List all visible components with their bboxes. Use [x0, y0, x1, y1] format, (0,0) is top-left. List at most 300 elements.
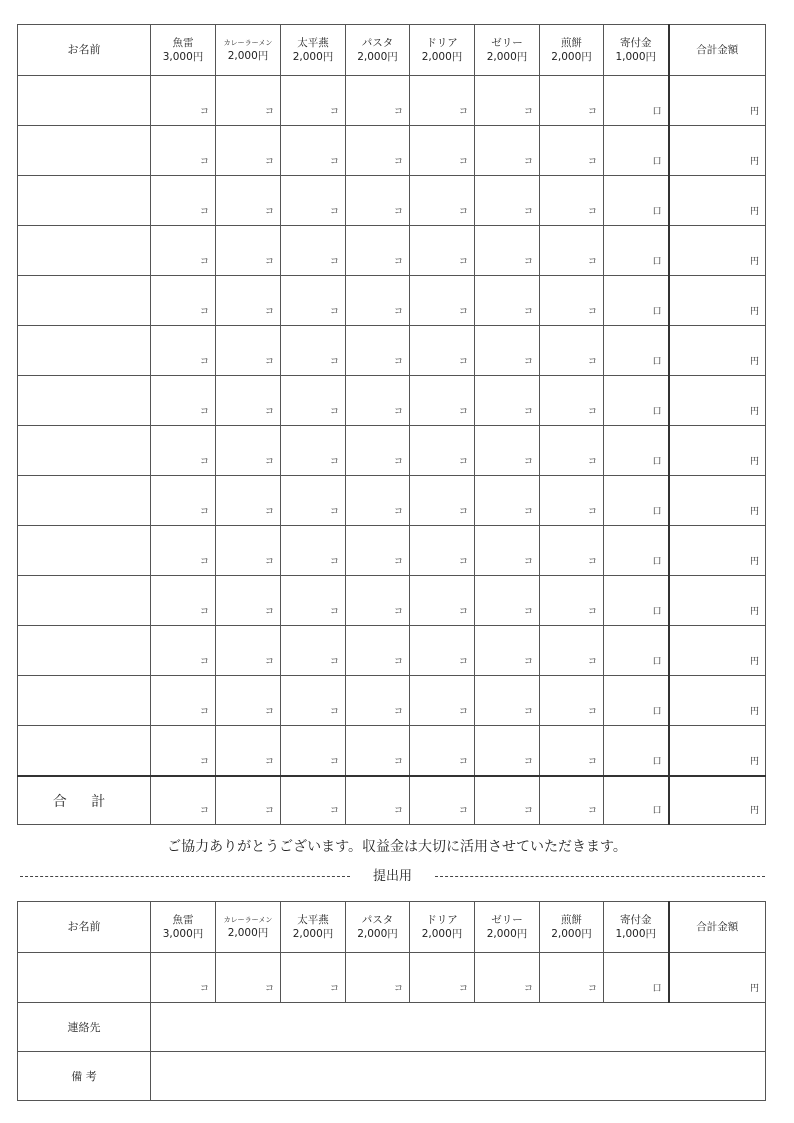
quantity-cell[interactable] [216, 576, 281, 626]
unit-label: コ [523, 657, 533, 667]
quantity-cell[interactable] [216, 126, 281, 176]
contact-row-field[interactable] [151, 1003, 766, 1052]
quantity-cell[interactable] [475, 326, 540, 376]
unit-label: コ [393, 307, 403, 317]
unit-label: コ [264, 457, 274, 467]
quantity-cell[interactable] [281, 776, 346, 825]
unit-label: コ [199, 107, 209, 117]
quantity-cell[interactable] [346, 376, 410, 426]
quantity-cell[interactable] [346, 326, 410, 376]
unit-label: コ [587, 607, 597, 617]
name-cell[interactable] [18, 276, 151, 326]
quantity-cell[interactable] [540, 953, 604, 1003]
item-name: 魚雷 [172, 914, 194, 926]
quantity-cell[interactable] [540, 276, 604, 326]
quantity-cell[interactable] [281, 126, 346, 176]
name-cell[interactable] [18, 476, 151, 526]
quantity-cell[interactable] [281, 426, 346, 476]
quantity-cell[interactable] [216, 376, 281, 426]
quantity-cell[interactable] [151, 76, 216, 126]
unit-label: コ [264, 207, 274, 217]
unit-label: コ [458, 984, 468, 994]
unit-label: コ [199, 607, 209, 617]
unit-label: コ [199, 307, 209, 317]
quantity-cell[interactable] [216, 776, 281, 825]
quantity-cell[interactable] [604, 326, 669, 376]
order-row [18, 526, 766, 576]
name-cell[interactable] [18, 953, 151, 1003]
unit-label: コ [393, 157, 403, 167]
quantity-cell[interactable] [346, 576, 410, 626]
unit-label: コ [458, 507, 468, 517]
amount-cell[interactable] [669, 326, 766, 376]
quantity-cell[interactable] [475, 576, 540, 626]
quantity-cell[interactable] [281, 676, 346, 726]
quantity-cell[interactable] [604, 76, 669, 126]
quantity-cell[interactable] [216, 476, 281, 526]
item-price: 2,000円 [292, 51, 334, 63]
unit-label: コ [393, 407, 403, 417]
unit-label: コ [523, 557, 533, 567]
quantity-cell[interactable] [346, 126, 410, 176]
quantity-cell[interactable] [151, 426, 216, 476]
unit-label: コ [264, 307, 274, 317]
quantity-cell[interactable] [281, 326, 346, 376]
unit-label: コ [329, 657, 339, 667]
quantity-cell[interactable] [346, 226, 410, 276]
item-name: 太平燕 [297, 37, 329, 49]
quantity-cell[interactable] [281, 276, 346, 326]
quantity-cell[interactable] [410, 176, 475, 226]
quantity-cell[interactable] [151, 326, 216, 376]
order-row [18, 126, 766, 176]
unit-label: コ [199, 257, 209, 267]
quantity-cell[interactable] [475, 176, 540, 226]
quantity-cell[interactable] [281, 526, 346, 576]
item-header [410, 25, 475, 76]
quantity-cell[interactable] [540, 626, 604, 676]
unit-label: コ [393, 107, 403, 117]
order-row [18, 476, 766, 526]
quantity-cell[interactable] [346, 776, 410, 825]
unit-label: コ [587, 984, 597, 994]
quantity-cell[interactable] [216, 953, 281, 1003]
quantity-cell[interactable] [540, 176, 604, 226]
total-row-label: 合 計 [18, 776, 151, 825]
quantity-cell[interactable] [151, 776, 216, 825]
quantity-cell[interactable] [410, 426, 475, 476]
unit-label: 口 [652, 607, 662, 617]
amount-cell[interactable] [669, 176, 766, 226]
yen-unit: 円 [749, 984, 759, 994]
quantity-cell[interactable] [216, 276, 281, 326]
unit-label: コ [264, 157, 274, 167]
submit-divider [20, 868, 765, 886]
name-cell[interactable] [18, 626, 151, 676]
quantity-cell[interactable] [281, 376, 346, 426]
unit-label: コ [393, 657, 403, 667]
quantity-cell[interactable] [151, 126, 216, 176]
submit-table [17, 901, 766, 1101]
quantity-cell[interactable] [604, 276, 669, 326]
quantity-cell[interactable] [604, 376, 669, 426]
quantity-cell[interactable] [346, 726, 410, 777]
yen-unit: 円 [749, 557, 759, 567]
quantity-cell[interactable] [216, 626, 281, 676]
quantity-cell[interactable] [604, 776, 669, 825]
item-name: 寄付金 [620, 914, 652, 926]
quantity-cell[interactable] [346, 676, 410, 726]
item-name: ドリア [426, 37, 458, 49]
name-cell[interactable] [18, 576, 151, 626]
quantity-cell[interactable] [475, 726, 540, 777]
item-header [604, 902, 669, 953]
yen-unit: 円 [749, 157, 759, 167]
submit-entry-row [18, 953, 766, 1003]
name-cell[interactable] [18, 126, 151, 176]
amount-cell[interactable] [669, 726, 766, 777]
unit-label: コ [264, 557, 274, 567]
quantity-cell[interactable] [151, 226, 216, 276]
unit-label: コ [393, 707, 403, 717]
quantity-cell[interactable] [281, 76, 346, 126]
remarks-row-label: 備 考 [18, 1052, 151, 1101]
quantity-cell[interactable] [410, 676, 475, 726]
quantity-cell[interactable] [216, 176, 281, 226]
name-cell[interactable] [18, 376, 151, 426]
item-header [151, 902, 216, 953]
quantity-cell[interactable] [540, 526, 604, 576]
item-name: パスタ [361, 914, 394, 926]
item-header [540, 902, 604, 953]
unit-label: コ [329, 607, 339, 617]
quantity-cell[interactable] [410, 726, 475, 777]
quantity-cell[interactable] [410, 276, 475, 326]
unit-label: 口 [652, 757, 662, 767]
unit-label: コ [523, 507, 533, 517]
unit-label: コ [523, 457, 533, 467]
quantity-cell[interactable] [475, 76, 540, 126]
quantity-cell[interactable] [410, 476, 475, 526]
quantity-cell[interactable] [151, 953, 216, 1003]
quantity-cell[interactable] [604, 626, 669, 676]
quantity-cell[interactable] [475, 376, 540, 426]
quantity-cell[interactable] [475, 953, 540, 1003]
quantity-cell[interactable] [410, 126, 475, 176]
unit-label: コ [523, 257, 533, 267]
quantity-cell[interactable] [540, 376, 604, 426]
unit-label: 口 [652, 257, 662, 267]
quantity-cell[interactable] [410, 526, 475, 576]
amount-cell[interactable] [669, 626, 766, 676]
unit-label: コ [199, 407, 209, 417]
item-header [216, 25, 281, 76]
quantity-cell[interactable] [604, 426, 669, 476]
name-cell[interactable] [18, 526, 151, 576]
name-cell[interactable] [18, 176, 151, 226]
amount-cell[interactable] [669, 776, 766, 825]
unit-label: コ [587, 657, 597, 667]
unit-label: 口 [652, 707, 662, 717]
yen-unit: 円 [749, 657, 759, 667]
name-cell[interactable] [18, 76, 151, 126]
quantity-cell[interactable] [540, 726, 604, 777]
unit-label: コ [199, 157, 209, 167]
item-header [604, 25, 669, 76]
yen-unit: 円 [749, 357, 759, 367]
quantity-cell[interactable] [151, 176, 216, 226]
quantity-cell[interactable] [604, 576, 669, 626]
quantity-cell[interactable] [281, 476, 346, 526]
quantity-cell[interactable] [540, 126, 604, 176]
unit-label: コ [329, 806, 339, 816]
item-name: ドリア [426, 914, 458, 926]
quantity-cell[interactable] [604, 476, 669, 526]
quantity-cell[interactable] [604, 126, 669, 176]
quantity-cell[interactable] [604, 176, 669, 226]
name-cell[interactable] [18, 326, 151, 376]
quantity-cell[interactable] [346, 476, 410, 526]
amount-cell[interactable] [669, 426, 766, 476]
quantity-cell[interactable] [540, 576, 604, 626]
quantity-cell[interactable] [410, 226, 475, 276]
quantity-cell[interactable] [151, 676, 216, 726]
item-price: 2,000円 [227, 50, 269, 62]
unit-label: 口 [652, 407, 662, 417]
quantity-cell[interactable] [281, 576, 346, 626]
quantity-cell[interactable] [540, 426, 604, 476]
unit-label: コ [458, 806, 468, 816]
quantity-cell[interactable] [151, 376, 216, 426]
unit-label: コ [458, 457, 468, 467]
unit-label: コ [329, 157, 339, 167]
amount-cell[interactable] [669, 576, 766, 626]
unit-label: 口 [652, 107, 662, 117]
unit-label: コ [329, 107, 339, 117]
order-table [17, 24, 766, 825]
quantity-cell[interactable] [281, 726, 346, 777]
unit-label: コ [458, 657, 468, 667]
quantity-cell[interactable] [346, 953, 410, 1003]
quantity-cell[interactable] [346, 76, 410, 126]
amount-cell[interactable] [669, 526, 766, 576]
item-price: 2,000円 [551, 928, 592, 940]
unit-label: コ [587, 457, 597, 467]
item-header [475, 902, 540, 953]
quantity-cell[interactable] [346, 426, 410, 476]
unit-label: コ [458, 157, 468, 167]
quantity-cell[interactable] [540, 326, 604, 376]
amount-cell[interactable] [669, 276, 766, 326]
submit-header-row [18, 902, 766, 953]
item-header [281, 902, 346, 953]
quantity-cell[interactable] [216, 326, 281, 376]
quantity-cell[interactable] [151, 526, 216, 576]
unit-label: コ [264, 357, 274, 367]
item-price: 3,000円 [162, 928, 204, 940]
amount-cell[interactable] [669, 476, 766, 526]
order-row [18, 676, 766, 726]
quantity-cell[interactable] [475, 476, 540, 526]
quantity-cell[interactable] [604, 676, 669, 726]
yen-unit: 円 [749, 257, 759, 267]
amount-cell[interactable] [669, 376, 766, 426]
quantity-cell[interactable] [540, 226, 604, 276]
order-row [18, 626, 766, 676]
unit-label: 口 [652, 507, 662, 517]
quantity-cell[interactable] [540, 776, 604, 825]
unit-label: 口 [652, 806, 662, 816]
unit-label: コ [329, 707, 339, 717]
name-cell[interactable] [18, 676, 151, 726]
remarks-row-field[interactable] [151, 1052, 766, 1101]
quantity-cell[interactable] [151, 626, 216, 676]
quantity-cell[interactable] [604, 726, 669, 777]
quantity-cell[interactable] [281, 226, 346, 276]
quantity-cell[interactable] [281, 953, 346, 1003]
unit-label: コ [393, 557, 403, 567]
order-row [18, 326, 766, 376]
unit-label: コ [458, 557, 468, 567]
quantity-cell[interactable] [410, 576, 475, 626]
quantity-cell[interactable] [151, 476, 216, 526]
unit-label: コ [458, 257, 468, 267]
item-price: 2,000円 [486, 51, 528, 63]
quantity-cell[interactable] [540, 676, 604, 726]
unit-label: コ [329, 357, 339, 367]
unit-label: コ [264, 707, 274, 717]
yen-unit: 円 [749, 207, 759, 217]
unit-label: コ [264, 607, 274, 617]
quantity-cell[interactable] [346, 176, 410, 226]
unit-label: コ [264, 507, 274, 517]
order-row [18, 226, 766, 276]
unit-label: コ [329, 757, 339, 767]
quantity-cell[interactable] [216, 76, 281, 126]
unit-label: コ [393, 507, 403, 517]
quantity-cell[interactable] [475, 126, 540, 176]
yen-unit: 円 [749, 757, 759, 767]
yen-unit: 円 [749, 107, 759, 117]
quantity-cell[interactable] [475, 626, 540, 676]
submit-label: 提出用 [367, 869, 418, 884]
quantity-cell[interactable] [410, 76, 475, 126]
order-row [18, 426, 766, 476]
unit-label: 口 [652, 357, 662, 367]
item-header [346, 902, 410, 953]
unit-label: コ [393, 207, 403, 217]
unit-label: コ [587, 407, 597, 417]
item-price: 2,000円 [421, 928, 463, 940]
quantity-cell[interactable] [540, 476, 604, 526]
amount-cell[interactable] [669, 126, 766, 176]
unit-label: コ [393, 457, 403, 467]
quantity-cell[interactable] [475, 676, 540, 726]
quantity-cell[interactable] [216, 676, 281, 726]
order-header-row [18, 25, 766, 76]
quantity-cell[interactable] [216, 526, 281, 576]
quantity-cell[interactable] [410, 953, 475, 1003]
quantity-cell[interactable] [475, 276, 540, 326]
quantity-cell[interactable] [346, 626, 410, 676]
quantity-cell[interactable] [151, 576, 216, 626]
unit-label: 口 [652, 207, 662, 217]
unit-label: コ [523, 984, 533, 994]
name-cell[interactable] [18, 426, 151, 476]
unit-label: コ [587, 557, 597, 567]
quantity-cell[interactable] [604, 526, 669, 576]
unit-label: コ [523, 757, 533, 767]
quantity-cell[interactable] [604, 226, 669, 276]
quantity-cell[interactable] [216, 726, 281, 777]
unit-label: コ [523, 307, 533, 317]
remarks-row [18, 1052, 766, 1101]
yen-unit: 円 [749, 707, 759, 717]
quantity-cell[interactable] [151, 276, 216, 326]
name-cell[interactable] [18, 726, 151, 777]
quantity-cell[interactable] [475, 526, 540, 576]
total-amount-header: 合計金額 [669, 25, 766, 76]
unit-label: コ [329, 207, 339, 217]
unit-label: コ [199, 507, 209, 517]
quantity-cell[interactable] [540, 76, 604, 126]
amount-cell[interactable] [669, 226, 766, 276]
quantity-cell[interactable] [346, 526, 410, 576]
name-cell[interactable] [18, 226, 151, 276]
quantity-cell[interactable] [410, 326, 475, 376]
quantity-cell[interactable] [410, 626, 475, 676]
unit-label: コ [458, 357, 468, 367]
item-name: ゼリー [491, 914, 523, 926]
quantity-cell[interactable] [216, 426, 281, 476]
unit-label: コ [329, 507, 339, 517]
item-header [281, 25, 346, 76]
unit-label: コ [199, 806, 209, 816]
quantity-cell[interactable] [281, 626, 346, 676]
quantity-cell[interactable] [410, 776, 475, 825]
item-name: ゼリー [491, 37, 523, 49]
order-row [18, 176, 766, 226]
item-header [346, 25, 410, 76]
quantity-cell[interactable] [475, 226, 540, 276]
yen-unit: 円 [749, 457, 759, 467]
yen-unit: 円 [749, 806, 759, 816]
unit-label: コ [199, 657, 209, 667]
quantity-cell[interactable] [475, 426, 540, 476]
amount-cell[interactable] [669, 953, 766, 1003]
item-name: カレーラーメン [223, 916, 273, 924]
quantity-cell[interactable] [346, 276, 410, 326]
item-header [475, 25, 540, 76]
item-price: 2,000円 [551, 51, 592, 63]
quantity-cell[interactable] [151, 726, 216, 777]
quantity-cell[interactable] [216, 226, 281, 276]
item-header [540, 25, 604, 76]
amount-cell[interactable] [669, 76, 766, 126]
item-name: 太平燕 [297, 914, 329, 926]
quantity-cell[interactable] [475, 776, 540, 825]
quantity-cell[interactable] [604, 953, 669, 1003]
unit-label: 口 [652, 307, 662, 317]
unit-label: コ [264, 984, 274, 994]
order-row [18, 576, 766, 626]
unit-label: コ [199, 557, 209, 567]
unit-label: コ [264, 257, 274, 267]
amount-cell[interactable] [669, 676, 766, 726]
quantity-cell[interactable] [410, 376, 475, 426]
quantity-cell[interactable] [281, 176, 346, 226]
unit-label: コ [393, 257, 403, 267]
